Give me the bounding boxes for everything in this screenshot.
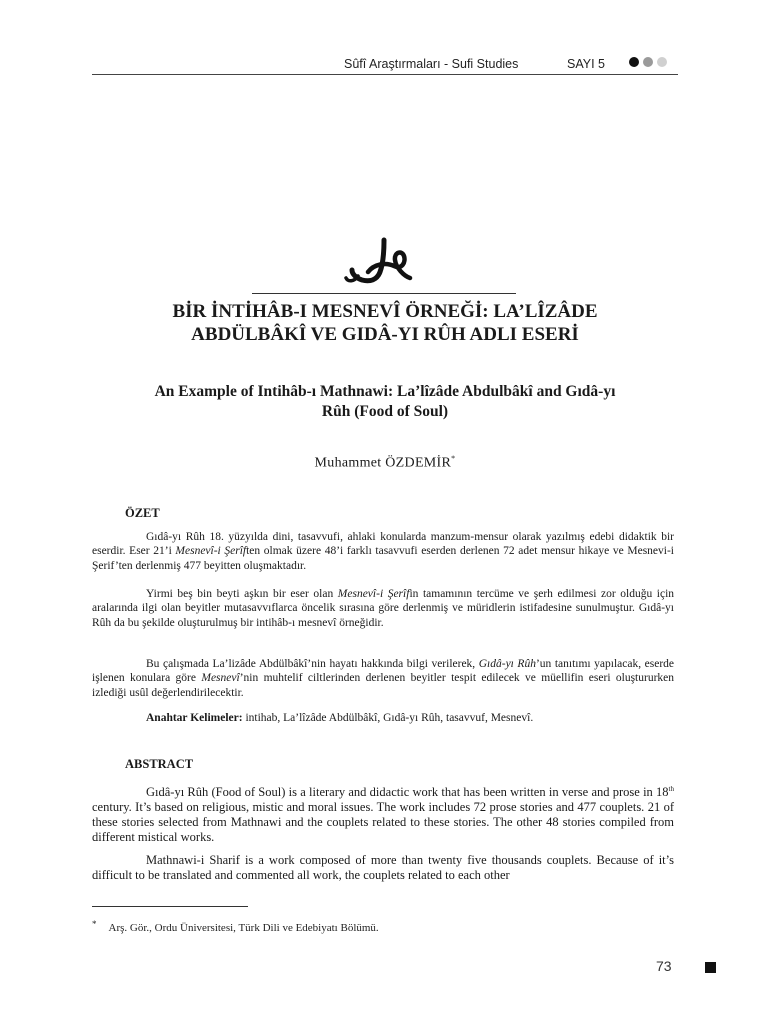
ozet-heading: ÖZET [125, 506, 160, 520]
dot-icon [629, 57, 639, 67]
abstract-paragraph-2: Mathnawi-i Sharif is a work composed of more than twenty five thousands couplets. Because of it’s difficult to be translated and commented all work, the couplets related to each other [92, 853, 674, 882]
ozet-paragraph-3: Bu çalışmada La’lizâde Abdülbâkî’nin hayatı hakkında bilgi verilerek, Gıdâ-yı Rûh’un tanıtımı yapılacak, eserde işlenen konulara göre Mesnevî’nin muhtelif ciltlerinden derlenen beyitler tespit edilecek ve müellifin eseri oluştururken izlediği usûl değerlendirilecektir. [92, 658, 675, 699]
square-icon [705, 962, 716, 973]
author-name: Muhammet ÖZDEMİR [314, 455, 452, 471]
header-dots [629, 57, 667, 67]
english-title [92, 382, 678, 422]
keywords [92, 711, 674, 725]
title-line: ABDÜLBÂKÎ VE GIDÂ-YI RÛH ADLI ESERİ [191, 324, 579, 345]
keywords-label: Anahtar Kelimeler: [146, 712, 243, 724]
title-line: BİR İNTİHÂB-I MESNEVÎ ÖRNEĞİ: LA’LÎZÂDE [172, 301, 598, 322]
ozet-paragraph-2: Yirmi beş bin beyti aşkın bir eser olan Mesnevî-i Şerîfin tamamının tercüme ve şerh edilmesi zor olduğu için aralarında ilgi olan beyitler mutasavvıflarca öncelik sırasına göre derlenmiş ve müridlerin istifadesine sunulmuştur. Gıdâ-yı Rûh da bu şekilde oluşturulmuş bir intihâb-ı mesnevî örneğidir. [92, 588, 675, 629]
author [92, 454, 678, 472]
footnote-mark: * [92, 919, 97, 929]
abstract-paragraph-1: Gıdâ-yı Rûh (Food of Soul) is a literary and didactic work that has been written in verse and prose in 18th century. It’s based on religious, mistic and moral issues. The work includes 72 prose stories and 477 couplets. 21 of these stories selected from Mathnawi and the couplets related to these stories. The other 48 stories compiled from different mistical works. [92, 785, 674, 845]
subtitle-line: An Example of Intihâb-ı Mathnawi: La’lîzâde Abdulbâkî and Gıdâ-yı [154, 383, 616, 400]
dot-icon [657, 57, 667, 67]
journal-name: Sûfî Araştırmaları - Sufi Studies [344, 57, 519, 71]
page-number: 73 [656, 958, 672, 974]
author-footnote-mark[interactable]: * [451, 454, 456, 463]
running-header [92, 52, 678, 75]
abstract-heading: ABSTRACT [125, 757, 194, 771]
footnote [92, 919, 678, 934]
hu-calligraphy-icon [340, 232, 420, 288]
article-title [92, 300, 678, 346]
footnote-text: Arş. Gör., Ordu Üniversitesi, Türk Dili ve Edebiyatı Bölümü. [108, 922, 379, 934]
ozet-paragraph-1: Gıdâ-yı Rûh 18. yüzyılda dini, tasavvufi, ahlaki konularda manzum-mensur olarak yazılmış edebi didaktik bir eserdir. Eser 21’i Mesnevî-i Şerîften olmak üzere 48’i farklı tasavvufi eserden derlenen 72 adet mensur hikaye ve Mesnevi-i Şerif’ten derlenmiş 477 beyitten oluşmaktadır. [92, 531, 674, 572]
keywords-text: intihab, La’lîzâde Abdülbâkî, Gıdâ-yı Rûh, tasavvuf, Mesnevî. [242, 712, 534, 724]
title-rule [252, 293, 516, 294]
subtitle-line: Rûh (Food of Soul) [321, 403, 449, 420]
issue-number: SAYI 5 [567, 57, 605, 71]
dot-icon [643, 57, 653, 67]
footnote-rule [92, 906, 248, 907]
